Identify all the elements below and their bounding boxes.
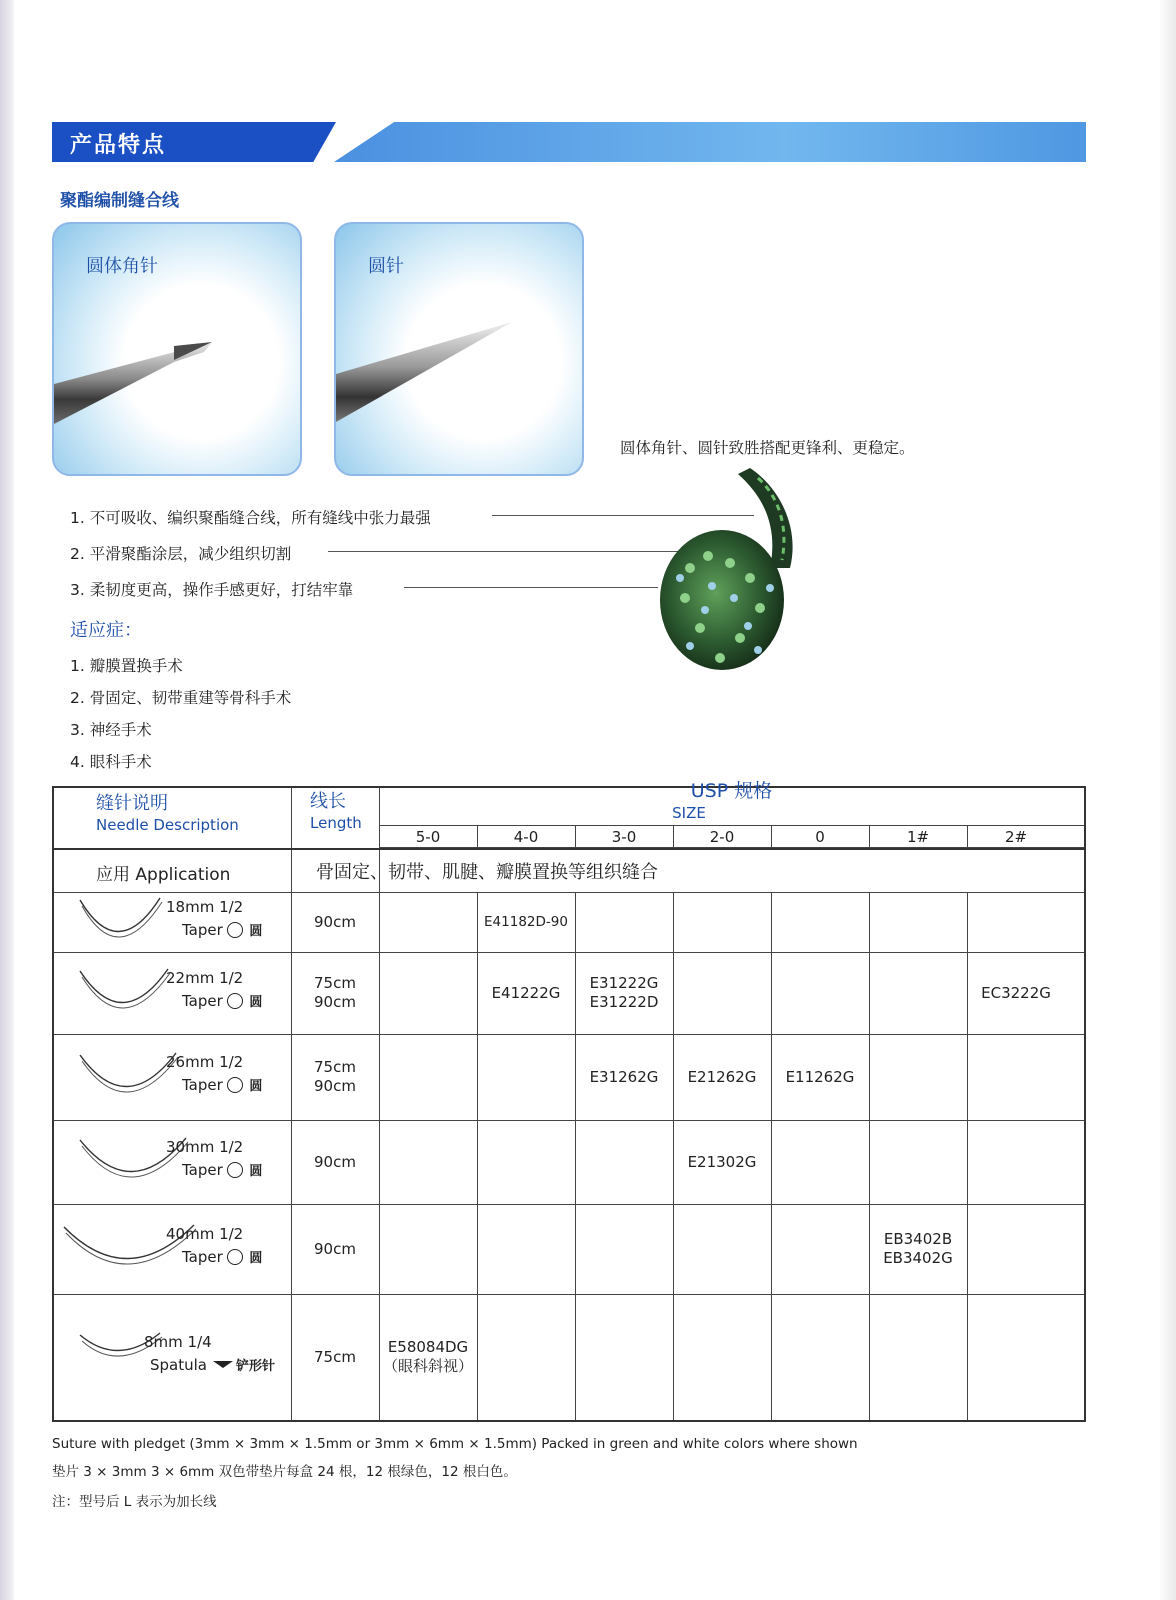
product-code-cell: E41182D-90 <box>484 913 568 930</box>
product-code-cell: E41222G <box>491 983 561 1002</box>
feature-item: 3. 柔韧度更高，操作手感更好，打结牢靠 <box>70 581 354 599</box>
taper-point-icon <box>227 1162 243 1178</box>
needle-type-label: Taper <box>182 1248 223 1266</box>
product-code-cell: E21262G <box>687 1067 757 1086</box>
size-header: 2# <box>1004 828 1028 846</box>
needle-type <box>182 1247 262 1266</box>
table-divider <box>54 1204 1084 1205</box>
length-cell: 75cm 90cm <box>314 974 356 1011</box>
table-divider <box>291 788 292 1420</box>
product-table <box>52 780 1086 1422</box>
taper-point-icon <box>227 1077 243 1093</box>
header-length-cn: 线长 <box>310 791 346 812</box>
footnote-note: 注：型号后 L 表示为加长线 <box>52 1494 217 1510</box>
spatula-point-icon <box>213 1361 233 1368</box>
taper-point-icon <box>227 993 243 1009</box>
header-desc-cn: 缝针说明 <box>96 793 168 814</box>
table-divider <box>379 825 1084 826</box>
table-divider <box>575 892 576 1420</box>
needle-pair-caption: 圆体角针、圆针致胜搭配更锋利、更稳定。 <box>620 439 915 457</box>
needle-type <box>150 1355 275 1374</box>
taper-cn-label: 圆 <box>244 1164 263 1179</box>
table-divider <box>54 892 1084 893</box>
needle-image-round-cutting <box>52 222 302 476</box>
length-cell: 75cm 90cm <box>314 1058 356 1095</box>
feature-item: 1. 不可吸收、编织聚酯缝合线，所有缝线中张力最强 <box>70 509 431 527</box>
banner-title: 产品特点 <box>70 133 167 158</box>
needle-spec: 8mm 1/4 <box>144 1333 212 1351</box>
needle-label: 圆针 <box>368 256 404 277</box>
leader-line <box>404 587 658 588</box>
taper-cn-label: 圆 <box>244 924 263 939</box>
taper-point-icon <box>227 922 243 938</box>
header-length-en: Length <box>310 814 362 832</box>
header-usp-en: SIZE <box>672 804 706 822</box>
table-divider <box>54 952 1084 953</box>
leader-line <box>328 551 692 552</box>
page-edge-shadow <box>1160 0 1176 1600</box>
table-divider <box>477 892 478 1420</box>
needle-spec: 30mm 1/2 <box>166 1138 244 1156</box>
product-code-cell: E31262G <box>589 1067 659 1086</box>
section-banner <box>52 122 1086 162</box>
footnote-pledget-cn: 垫片 3 × 3mm 3 × 6mm 双色带垫片每盒 24 根，12 根绿色，12 根白色。 <box>52 1464 517 1480</box>
size-header: 5-0 <box>415 828 441 846</box>
indication-item: 3. 神经手术 <box>70 721 152 739</box>
taper-cn-label: 圆 <box>244 995 263 1010</box>
table-divider <box>967 892 968 1420</box>
needle-type-label: Taper <box>182 921 223 939</box>
length-cell: 75cm <box>314 1347 356 1366</box>
product-code-cell: E31222G E31222D <box>589 974 659 1011</box>
table-divider <box>54 1294 1084 1295</box>
header-desc-en: Needle Description <box>96 816 239 834</box>
table-divider <box>54 1034 1084 1035</box>
product-subheading: 聚酯编制缝合线 <box>60 191 179 211</box>
product-code-cell: E21302G <box>687 1152 757 1171</box>
taper-point-icon <box>227 1249 243 1265</box>
product-code-cell: E11262G <box>785 1067 855 1086</box>
length-cell: 90cm <box>314 1239 356 1258</box>
banner-gradient-bar <box>334 122 1086 162</box>
needle-curve-icon <box>76 892 170 952</box>
needle-type-label: Taper <box>182 992 223 1010</box>
needle-type <box>182 991 262 1010</box>
footnote-pledget-en: Suture with pledget (3mm × 3mm × 1.5mm or 3mm × 6mm × 1.5mm) Packed in green and white colors where shown <box>52 1436 858 1452</box>
needle-spec: 18mm 1/2 <box>166 898 244 916</box>
needle-spec: 26mm 1/2 <box>166 1053 244 1071</box>
table-divider <box>54 848 1084 850</box>
length-cell: 90cm <box>314 912 356 931</box>
indication-item: 1. 瓣膜置换手术 <box>70 657 183 675</box>
needle-spec: 40mm 1/2 <box>166 1225 244 1243</box>
page-spine-shadow <box>0 0 14 1600</box>
size-header: 3-0 <box>611 828 637 846</box>
needle-type-label: Taper <box>182 1076 223 1094</box>
header-usp-cn: USP 规格 <box>690 780 773 802</box>
needle-type <box>182 1160 262 1179</box>
length-cell: 90cm <box>314 1152 356 1171</box>
needle-curve-icon <box>76 963 178 1023</box>
needle-type-label: Spatula <box>150 1356 207 1374</box>
needle-image-round <box>334 222 584 476</box>
needle-label: 圆体角针 <box>86 256 158 277</box>
size-header: 0 <box>815 828 825 846</box>
taper-cn-label: 圆 <box>244 1251 263 1266</box>
table-divider <box>869 892 870 1420</box>
braided-suture-illustration <box>650 468 810 678</box>
needle-type <box>182 1075 262 1094</box>
application-text: 骨固定、韧带、肌腱、瓣膜置换等组织缝合 <box>316 862 658 883</box>
product-code-cell: EB3402B EB3402G <box>883 1230 953 1267</box>
needle-spec: 22mm 1/2 <box>166 969 244 987</box>
spatula-cn-label: 铲形针 <box>235 1359 275 1374</box>
table-divider <box>771 892 772 1420</box>
needle-type <box>182 920 262 939</box>
indications-title: 适应症： <box>70 620 142 641</box>
taper-cn-label: 圆 <box>244 1079 263 1094</box>
application-label-en: Application <box>135 865 231 885</box>
size-header: 4-0 <box>513 828 539 846</box>
product-code-cell: EC3222G <box>981 983 1051 1002</box>
application-label <box>96 860 230 885</box>
table-divider <box>54 1120 1084 1121</box>
indication-item: 2. 骨固定、韧带重建等骨科手术 <box>70 689 292 707</box>
application-label-cn: 应用 <box>96 865 130 885</box>
product-code-cell: E58084DG （眼科斜视） <box>382 1338 473 1375</box>
indication-item: 4. 眼科手术 <box>70 753 152 771</box>
size-header: 1# <box>906 828 930 846</box>
feature-item: 2. 平滑聚酯涂层，减少组织切割 <box>70 545 292 563</box>
needle-type-label: Taper <box>182 1161 223 1179</box>
size-header: 2-0 <box>709 828 735 846</box>
